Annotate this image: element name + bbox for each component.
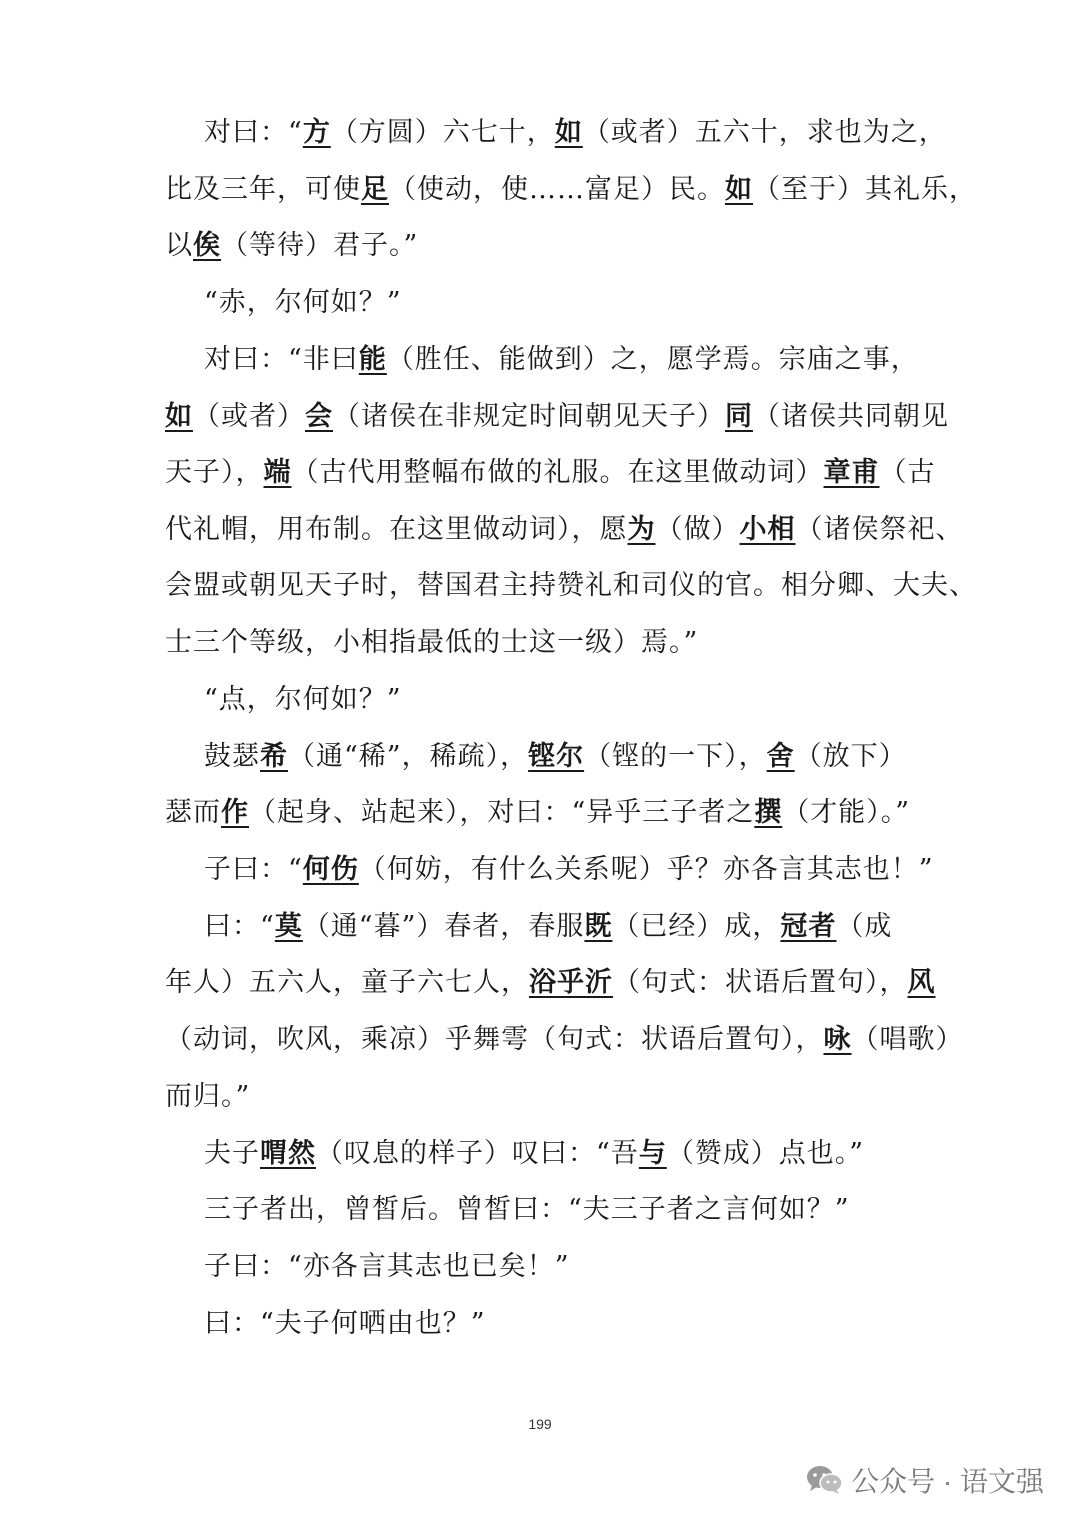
text-segment: （诸侯共同朝见 (753, 401, 949, 432)
text-segment: 比及三年，可使 (165, 174, 361, 205)
annotated-word: 会 (305, 401, 333, 432)
text-segment: “点，尔何如？” (204, 684, 402, 715)
text-segment: （古代用整幅布做的礼服。在这里做动词） (291, 457, 824, 488)
text-segment: 士三个等级，小相指最低的士这一级）焉。” (165, 627, 699, 658)
annotated-word: 同 (725, 401, 753, 432)
text-line (165, 510, 964, 550)
text-segment: （至于）其礼乐， (753, 174, 977, 205)
annotated-word: 作 (221, 797, 249, 828)
annotated-word: 喟然 (260, 1138, 316, 1169)
annotated-word: 浴乎沂 (529, 967, 613, 998)
text-segment: （动词，吹风，乘凉）乎舞雩（句式：状语后置句）， (165, 1024, 824, 1055)
text-line (165, 963, 936, 1003)
annotated-word: 如 (165, 401, 193, 432)
text-segment: （或者） (193, 401, 305, 432)
text-line (165, 397, 949, 437)
text-segment: （等待）君子。” (221, 230, 419, 261)
text-line (204, 1190, 924, 1230)
text-line (204, 113, 947, 153)
annotated-word: 铿尔 (528, 741, 585, 772)
text-segment: （唱歌） (851, 1024, 964, 1055)
text-segment: 鼓瑟 (204, 741, 260, 772)
text-line (165, 566, 977, 606)
text-segment: 夫子 (204, 1138, 260, 1169)
text-segment: 以 (165, 230, 193, 261)
annotated-word: 咏 (823, 1024, 852, 1055)
annotated-word: 小相 (739, 514, 796, 545)
annotated-word: 冠者 (780, 911, 837, 942)
text-segment: 会盟或朝见天子时，替国君主持赞礼和司仪的官。相分卿、大夫、 (165, 570, 977, 601)
text-segment: （何妨，有什么关系呢）乎？亦各言其志也！” (358, 854, 934, 885)
text-segment: （赞成）点也。” (666, 1138, 865, 1169)
annotated-word: 舍 (766, 741, 795, 772)
text-segment: （铿的一下）， (584, 741, 767, 772)
annotated-word: 既 (584, 911, 613, 942)
text-line (165, 1077, 925, 1117)
text-line (204, 1247, 924, 1287)
text-segment: 曰：“ (204, 911, 275, 942)
watermark (805, 1458, 1044, 1502)
text-segment: （使动，使……富足）民。 (389, 174, 725, 205)
text-segment: （古 (879, 457, 936, 488)
text-segment: 对曰：“ (204, 117, 303, 148)
text-line (165, 623, 925, 663)
text-segment: （做） (655, 514, 740, 545)
annotated-word: 方 (302, 117, 331, 148)
text-line (165, 1020, 964, 1060)
watermark-text: 公众号 · 语文强 (851, 1466, 1044, 1497)
text-segment: （通“稀”，稀疏）， (288, 741, 529, 772)
text-line (204, 907, 924, 947)
text-segment: （成 (836, 911, 893, 942)
text-segment: 子曰：“ (204, 854, 303, 885)
text-segment: （放下） (794, 741, 907, 772)
text-segment: （或者）五六十，求也为之， (582, 117, 947, 148)
page-number: 199 (528, 1416, 552, 1432)
text-segment: （通“暮”）春者，春服 (302, 911, 585, 942)
text-segment: （起身、站起来），对曰：“异乎三子者之 (249, 797, 755, 828)
text-segment: 对曰：“非曰 (204, 344, 359, 375)
text-segment: 代礼帽，用布制。在这里做动词），愿 (165, 514, 628, 545)
text-segment: （诸侯在非规定时间朝见天子） (333, 401, 725, 432)
annotated-word: 希 (260, 741, 288, 772)
text-segment: （才能）。” (782, 797, 911, 828)
text-segment: （诸侯祭祀、 (795, 514, 964, 545)
text-segment: （句式：状语后置句）， (613, 967, 908, 998)
text-segment: “赤，尔何如？” (204, 287, 402, 318)
text-line (204, 1304, 924, 1344)
text-segment: （胜任、能做到）之，愿学焉。宗庙之事， (386, 344, 919, 375)
text-segment: 天子）， (165, 457, 264, 488)
text-line (204, 283, 924, 323)
annotated-word: 端 (263, 457, 292, 488)
annotated-word: 与 (638, 1138, 667, 1169)
text-line (204, 340, 924, 380)
text-segment: （已经）成， (612, 911, 781, 942)
wechat-icon (805, 1464, 843, 1496)
text-segment: （方圆）六七十， (330, 117, 555, 148)
text-segment: 曰：“夫子何哂由也？” (204, 1308, 486, 1339)
annotated-word: 如 (554, 117, 583, 148)
text-line (204, 680, 924, 720)
annotated-word: 为 (627, 514, 656, 545)
annotated-word: 章甫 (823, 457, 880, 488)
text-line (165, 226, 925, 266)
text-segment: 而归。” (165, 1081, 251, 1112)
text-line (165, 793, 925, 833)
text-line (165, 170, 977, 210)
annotated-word: 撰 (754, 797, 783, 828)
annotated-word: 足 (361, 174, 389, 205)
text-line (204, 737, 924, 777)
text-segment: 三子者出，曾皙后。曾皙曰：“夫三子者之言何如？” (204, 1194, 850, 1225)
annotated-word: 俟 (193, 230, 221, 261)
annotated-word: 莫 (274, 911, 303, 942)
text-segment: 子曰：“亦各言其志也已矣！” (204, 1251, 570, 1282)
annotated-word: 如 (725, 174, 753, 205)
annotated-word: 风 (907, 967, 936, 998)
text-segment: 瑟而 (165, 797, 221, 828)
text-segment: （叹息的样子）叹曰：“吾 (316, 1138, 639, 1169)
annotated-word: 何伤 (302, 854, 359, 885)
text-line (165, 453, 936, 493)
text-line (204, 850, 934, 890)
text-segment: 年人）五六人，童子六七人， (165, 967, 529, 998)
annotated-word: 能 (358, 344, 387, 375)
text-line (204, 1134, 924, 1174)
